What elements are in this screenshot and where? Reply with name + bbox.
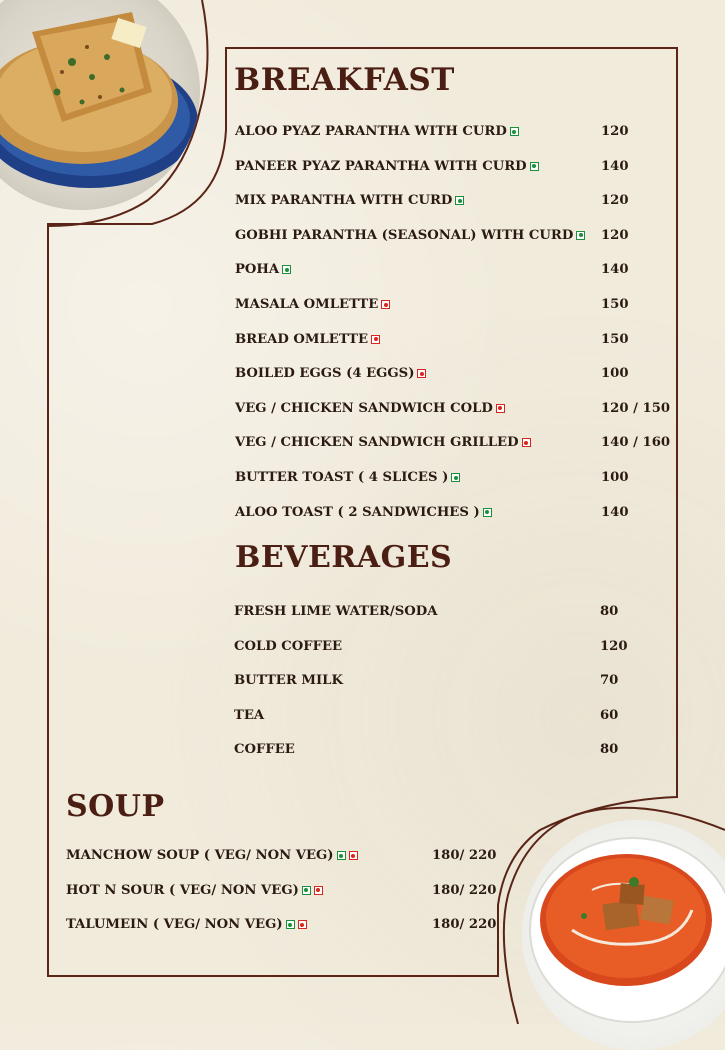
menu-item-name: [234, 706, 264, 726]
paratha-photo: [0, 0, 200, 210]
menu-item-label: MANCHOW SOUP ( VEG/ NON VEG): [66, 848, 334, 863]
menu-item-row: [235, 330, 665, 350]
menu-item-label: FRESH LIME WATER/SODA: [234, 604, 438, 619]
menu-item-row: [235, 122, 665, 142]
menu-item-row: [235, 260, 665, 280]
menu-item-label: POHA: [235, 262, 280, 278]
menu-item-row: [235, 364, 665, 384]
menu-item-label: VEG / CHICKEN SANDWICH COLD: [235, 400, 493, 416]
nonveg-symbol-icon: [522, 438, 531, 447]
menu-item-name: [235, 503, 492, 523]
menu-item-price: 140: [601, 504, 629, 520]
menu-item-price: 100: [601, 366, 629, 382]
veg-symbol-icon: [455, 196, 464, 205]
menu-item-name: [66, 846, 358, 866]
veg-symbol-icon: [302, 886, 311, 895]
nonveg-symbol-icon: [381, 300, 390, 309]
nonveg-symbol-icon: [496, 404, 505, 413]
menu-item-price: 100: [601, 470, 629, 485]
menu-item-label: PANEER PYAZ PARANTHA WITH CURD: [235, 158, 527, 174]
paratha-illustration: [0, 0, 200, 210]
veg-symbol-icon: [286, 920, 295, 929]
veg-symbol-icon: [510, 127, 519, 136]
menu-item-row: [66, 881, 496, 901]
menu-item-label: BUTTER MILK: [234, 673, 343, 688]
menu-item-name: [66, 915, 307, 935]
menu-item-label: GOBHI PARANTHA (SEASONAL) WITH CURD: [235, 227, 574, 243]
menu-item-row: [235, 157, 665, 177]
menu-item-price: 120 / 150: [601, 400, 671, 416]
menu-item-name: [235, 433, 531, 453]
menu-item-name: [66, 881, 323, 901]
menu-item-row: [66, 846, 496, 866]
menu-item-price: 120: [601, 124, 629, 139]
menu-item-price: 60: [600, 707, 619, 723]
menu-item-row: [234, 706, 654, 726]
veg-symbol-icon: [282, 265, 291, 274]
nonveg-symbol-icon: [371, 335, 380, 344]
menu-item-label: COLD COFFEE: [234, 638, 343, 654]
menu-item-row: [234, 637, 654, 657]
menu-item-price: 150: [601, 331, 629, 347]
menu-item-row: [235, 191, 665, 211]
menu-item-name: [235, 122, 519, 142]
menu-item-row: [235, 433, 671, 453]
soup-title: SOUP: [66, 789, 165, 824]
veg-symbol-icon: [451, 473, 460, 482]
menu-item-label: MIX PARANTHA WITH CURD: [235, 193, 453, 209]
menu-item-price: 140: [601, 262, 629, 278]
nonveg-symbol-icon: [314, 886, 323, 895]
menu-item-price: 70: [600, 673, 619, 688]
menu-item-label: BUTTER TOAST ( 4 SLICES ): [235, 470, 449, 485]
menu-item-price: 150: [601, 297, 629, 312]
menu-item-price: 180/ 220: [432, 882, 497, 898]
menu-item-price: 120: [601, 193, 629, 209]
menu-item-name: [235, 330, 380, 350]
menu-item-name: [234, 671, 343, 691]
menu-item-name: [235, 399, 505, 419]
menu-item-row: [235, 399, 671, 419]
menu-item-price: 180/ 220: [432, 848, 497, 863]
menu-item-label: TALUMEIN ( VEG/ NON VEG): [66, 917, 283, 932]
menu-item-price: 80: [600, 604, 619, 619]
menu-item-name: [235, 226, 585, 246]
beverages-title: BEVERAGES: [235, 540, 453, 575]
menu-item-name: [235, 364, 426, 384]
breakfast-title: BREAKFAST: [234, 62, 455, 98]
menu-item-price: 120: [600, 638, 628, 654]
menu-item-name: [234, 602, 437, 622]
menu-item-row: [235, 503, 665, 523]
menu-item-label: ALOO PYAZ PARANTHA WITH CURD: [235, 124, 507, 139]
menu-item-label: VEG / CHICKEN SANDWICH GRILLED: [235, 435, 519, 451]
menu-item-label: BOILED EGGS (4 EGGS): [235, 366, 415, 382]
menu-item-price: 180/ 220: [432, 917, 497, 932]
menu-item-name: [235, 468, 460, 488]
veg-symbol-icon: [337, 851, 346, 860]
menu-item-name: [235, 191, 464, 211]
nonveg-symbol-icon: [298, 920, 307, 929]
nonveg-symbol-icon: [349, 851, 358, 860]
menu-item-price: 80: [600, 742, 619, 757]
menu-item-label: TEA: [234, 707, 265, 723]
veg-symbol-icon: [576, 231, 585, 240]
menu-item-name: [235, 157, 539, 177]
menu-item-row: [66, 915, 496, 935]
menu-item-name: [235, 260, 291, 280]
nonveg-symbol-icon: [417, 369, 426, 378]
menu-item-row: [234, 602, 654, 622]
menu-item-name: [234, 740, 295, 760]
menu-item-label: COFFEE: [234, 742, 295, 757]
menu-item-row: [234, 740, 654, 760]
menu-item-name: [234, 637, 342, 657]
menu-item-price: 140 / 160: [601, 435, 671, 451]
menu-item-row: [234, 671, 654, 691]
menu-item-label: MASALA OMLETTE: [235, 297, 379, 312]
menu-item-label: HOT N SOUR ( VEG/ NON VEG): [66, 882, 299, 898]
menu-item-price: 140: [601, 158, 629, 174]
soup-illustration: [522, 820, 725, 1050]
soup-photo: [522, 820, 725, 1050]
veg-symbol-icon: [530, 162, 539, 171]
menu-item-label: BREAD OMLETTE: [235, 331, 369, 347]
menu-item-label: ALOO TOAST ( 2 SANDWICHES ): [235, 504, 480, 520]
menu-item-row: [235, 468, 665, 488]
menu-item-row: [235, 295, 665, 315]
menu-item-row: [235, 226, 665, 246]
menu-item-name: [235, 295, 390, 315]
menu-item-price: 120: [601, 227, 629, 243]
veg-symbol-icon: [483, 508, 492, 517]
